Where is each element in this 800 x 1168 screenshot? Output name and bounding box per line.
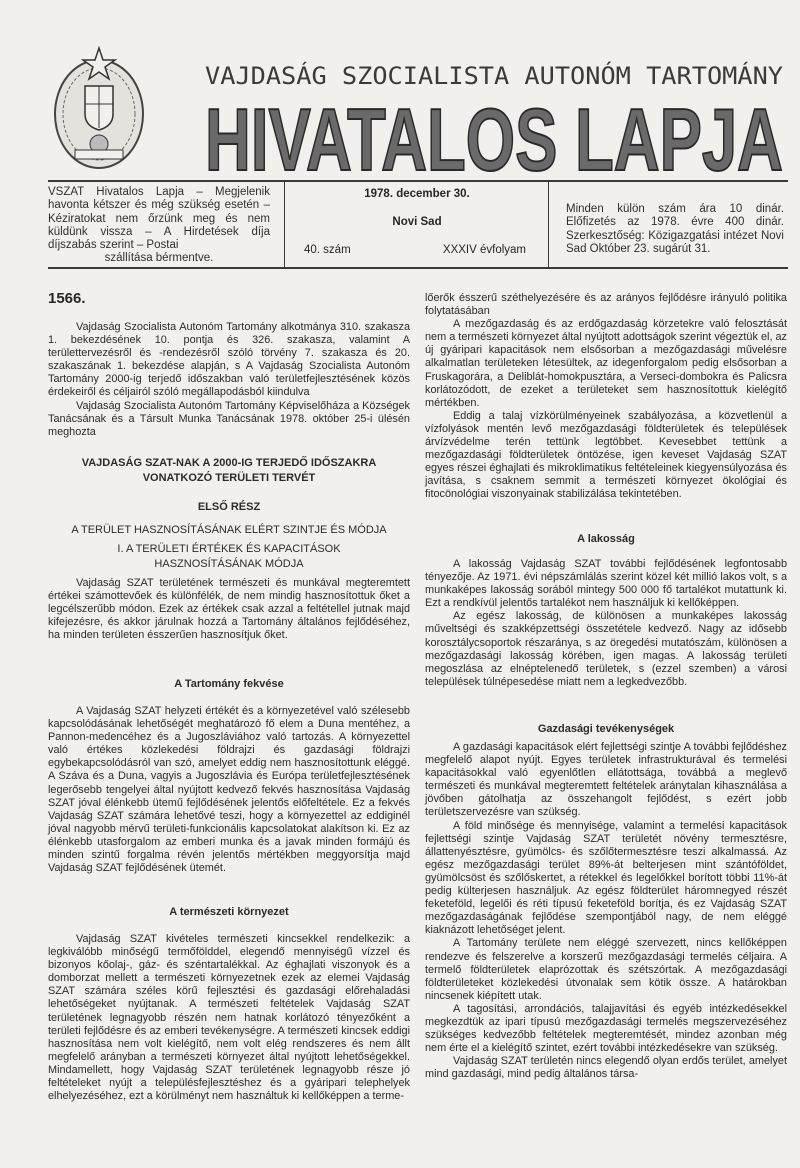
publication-supertitle: VAJDASÁG SZOCIALISTA AUTONÓM TARTOMÁNY <box>205 62 755 90</box>
chapter-heading <box>48 542 410 571</box>
paragraph: A Tartomány területe nem eléggé szervezett, nincs kellőképpen rendezve és felszerelve a korszerű mezőgazdasági termelés céljaira. A termelő földterületek elaprózottak és szétszórtak. A mezőgazdasági földterületeket közlekedési útvonalak sem kötik össze. A határokban nincsenek kiépített utak. <box>425 937 787 1002</box>
section-heading: A Tartomány fekvése <box>174 678 284 690</box>
section-body <box>48 705 410 875</box>
part-title: A TERÜLET HASZNOSÍTÁSÁNAK ELÉRT SZINTJE ÉS MÓDJA <box>71 524 387 536</box>
publication-notice <box>48 186 270 266</box>
decree-number: 1566. <box>48 290 86 307</box>
coat-of-arms-emblem <box>45 44 153 174</box>
publication-title-wrapper <box>203 94 787 174</box>
document-title <box>48 456 410 485</box>
issue-date: 1978. december 30. <box>364 188 470 200</box>
paragraph: Eddig a talaj vízkörülményeinek szabályozása, a közvetlenül a vízfolyások mentén levő mezőgazdasági földterületek és települések árvízvédelme terén tettünk legtöbbet. Kevesebbet tettünk a mezőgazdasági földterületek öntözése, igen keveset Vajdaság SZAT egyes részei éghajlati és mikroklimatikus feltételeinek kiegyensúlyozása és javítása, s csaknem semmit a természeti környezet ökológiai és fitocönológiai viszonyainak stabilizálása tekintetében. <box>425 409 787 501</box>
intro-paragraph <box>48 577 410 642</box>
preamble-paragraph: Vajdaság Szocialista Autonóm Tartomány alkotmánya 310. szakasza 1. bekezdésének 10. pontja és 326. szakasza, valamint A területtervezésről és -rendezésről szóló törvény 7. szakasza és 20. szakaszának 1. bekezdése alapján, s A Vajdaság Szocialista Autonóm Tartomány 2000-ig terjedő időszakban való területfejlesztésének közös érdekeiről és céljairól szóló megállapodásból kiindulva <box>48 321 410 399</box>
section-body <box>48 933 410 1103</box>
issue-info <box>290 186 544 256</box>
header-divider <box>284 182 285 268</box>
paragraph: A föld minősége és mennyisége, valamint a termelési kapacitások fejlettségi szintje Vajdaság SZAT területét növény termesztésre, állattenyésztésre, gyümölcs- és szőlőtermesztésre teszi alkalmassá. Az egész mezőgazdasági terület 89%-át belterjesen mint szántóföldet, gyümölcsöst és szőlőskertet, a rétekkel és legelőkkel borított többi 11%-át pedig külterjesen használjuk. Az egész földterület háromnegyed részét feketeföld, legelői és réti típusú feketeföld borítja, és ez Vajdaság SZAT mezőgazdaságának fejlődése szempontjából nagy, de nem eléggé kiaknázott lehetőséget jelent. <box>425 819 787 937</box>
publication-title: HIVATALOS LAPJA <box>205 94 783 174</box>
document-title-line: VAJDASÁG SZAT-NAK A 2000-IG TERJEDŐ IDŐSZAKRA <box>81 457 377 469</box>
paragraph: lőerők ésszerű széthelyezésére és az arányos fejlődésre irányuló politika folytatásában <box>425 292 787 318</box>
part-heading: ELSŐ RÉSZ <box>197 501 261 513</box>
section-body <box>425 741 787 1081</box>
document-title-line: VONATKOZÓ TERÜLETI TERVÉT <box>142 471 316 484</box>
continuation-text <box>425 292 787 502</box>
notice-text: VSZAT Hivatalos Lapja – Megjelenik havonta kétszer és még szükség esetén – Kéziratokat nem őrzünk meg és nem küldünk vissza – A Hirdetések díja díjszabás szerint – Postai <box>48 186 270 252</box>
paragraph: A tagosítási, arrondációs, talajjavítási és egyéb intézkedésekkel megkezdtük az ipari típusú mezőgazdasági termelés megszervezéséhez szükséges kedvezőbb feltételek megteremtését, mindez azonban még nem érte el a kielégítő szintet, ezért további intézkedésekre van szükség. <box>425 1002 787 1055</box>
paragraph: A gazdasági kapacitások elért fejlettségi szintje A további fejlődéshez megfelelő alapot nyújt. Egyes területek infrastrukturával és termelési kapacitásokkal való egyenlőtlen ellátottsága, továbbá a meglevő természeti és munkával megteremtett feltételek aránytalan kihasználása a jövőben gátolhatja az összehangolt fejlődést, s ezért jobb területszervezésre van szükség. <box>425 741 787 819</box>
preamble-paragraph: Vajdaság Szocialista Autonóm Tartomány Képviselőháza a Községek Tanácsának és a Társult Munka Tanácsának 1978. október 25-i ülésén meghozta <box>48 399 410 438</box>
issue-place: Novi Sad <box>392 216 442 228</box>
paragraph: Vajdaság SZAT területén nincs elegendő olyan erdős terület, amelyet mind gazdasági, mind pedig általános társa- <box>425 1055 787 1081</box>
paragraph: A Vajdaság SZAT helyzeti értékét és a környezetével való szélesebb kapcsolódásának lehetőségét meghatározó fő elem a Duna mentéhez, a Pannon-medencéhez és a Jugoszláviához való tartozás. A környezettel való értékes közlekedési földrajzi és gazdasági földrajzi egybekapcsolódásról van szó, amelyet eddig nem hasznosítottunk eléggé. A Száva és a Duna, vagyis a Jugoszlávia és Európa területfejlesztésének legerősebb tengelyei által nyújtott kedvező fekvés hasznosítása Vajdaság SZAT jóval élénkebb ütemű fejlődésének jelentős előfeltétele. Ez a fekvés Vajdaság SZAT számára lehetővé teszi, hogy a környezettel az eddiginél jóval nagyobb mérvű területi-funkcionális kapcsolatokat alakítson ki. Ez az élénkebb utasforgalom az emberi munka és a javak minden formájú és minden szintű forgalma révén jelentős mértékben meggyorsítja majd Vajdaság SZAT fejlődésének ütemét. <box>48 705 410 875</box>
chapter-heading-line: I. A TERÜLETI ÉRTÉKEK ÉS KAPACITÁSOK <box>117 543 341 555</box>
section-body <box>425 558 787 689</box>
section-heading: Gazdasági tevékenységek <box>537 723 675 735</box>
header-top-rule <box>48 180 788 182</box>
issue-number: 40. szám <box>304 244 351 256</box>
issue-volume: XXXIV évfolyam <box>442 244 526 256</box>
paragraph: Vajdaság SZAT kivételes természeti kincsekkel rendelkezik: a legkiválóbb minőségű termőfölddel, elegendő mennyiségű vízzel és bizonyos kőolaj-, gáz- és széntartalékkal. Az éghajlati viszonyok és a domborzat mellett a természeti környezetnek ezek az elemei Vajdaság SZAT számára széles körű fejlesztési és gazdasági előrehaladási lehetőségeket nyújtanak. A természeti feltételek Vajdaság SZAT területének legnagyobb részén nem hatnak korlátozó tényezőként a területi fejlődésre és az emberi tevékenységre. A természeti kincsek eddigi hasznosítása nem volt kielégítő, nem volt elég rendszeres és nem állt megfelelő arányban a természeti környezet által nyújtott lehetőségekkel. Mindamellett, hogy Vajdaság SZAT területének legnagyobb része jó feltételeket nyújt a településfejlesztéshez és a gyáripari telephelyek elhelyezéséhez, ezt a körülményt nem használtuk ki kellőképpen a terme- <box>48 933 410 1103</box>
paragraph: Az egész lakosság, de különösen a munkaképes lakosság műveltségi és szakképzettségi összetétele kedvező. Nagy az idősebb korosztálycsoportok részaránya, s az öregedési mutatószám, különösen a mezőgazdasági lakosság körében, igen magas. A lakosság területi megoszlása az elnéptelenedő területek, s (ezzel szemben) a városi települések túlnépesedése miatt nem a legkedvezőbb. <box>425 610 787 688</box>
chapter-heading-line: HASZNOSÍTÁSÁNAK MÓDJA <box>154 557 304 570</box>
header-divider <box>548 182 549 268</box>
notice-last-line: szállítása bérmentve. <box>104 252 214 265</box>
preamble <box>48 321 410 439</box>
section-heading: A természeti környezet <box>169 906 289 918</box>
paragraph: A mezőgazdaság és az erdőgazdaság körzetekre való felosztását nem a természeti környezet által nyújtott adottságok szerint végeztük el, az új gyáripari kapacitások nem elsősorban a mezőgazdasági művelésre alkalmatlan területeken létesültek, az idegenforgalom pedig elsősorban a Fruskagorára, a Deliblát-homokpusztára, a Verseci-dombokra és Palicsra korlátozódott, de ezeket a területeket sem hasznosítottuk kielégítő mértékben. <box>425 318 787 409</box>
subscription-info: Minden külön szám ára 10 dinár. Előfizetés az 1978. évre 400 dinár. Szerkesztőség: Közigazgatási intézet Novi Sad Október 23. sugárút 31. <box>566 203 784 255</box>
header-bottom-rule <box>48 267 788 269</box>
section-heading: A lakosság <box>577 533 635 545</box>
publication-supertitle-wrapper <box>205 58 785 92</box>
paragraph: A lakosság Vajdaság SZAT további fejlődésének legfontosabb tényezője. Az 1971. évi népszámlálás szerint közel két millió lakos volt, s a munkaképes lakosság sorából mintegy 500 000 fő tartalékot mutattunk ki. Ezt a rendkívül jelentős tartalékot nem használjuk ki kellőképpen. <box>425 558 787 610</box>
paragraph: Vajdaság SZAT területének természeti és munkával megteremtett értékei számottevőek és különfélék, de nem mindig hasznosítottuk őket a legcélszerűbb módon. Ezek az értékek csak azzal a feltétellel jutnak majd kifejezésre, és akkor járulnak hozzá a Tartomány általános fejlődéséhez, ha minden területen ésszerűen hasznosítjuk őket. <box>48 577 410 642</box>
